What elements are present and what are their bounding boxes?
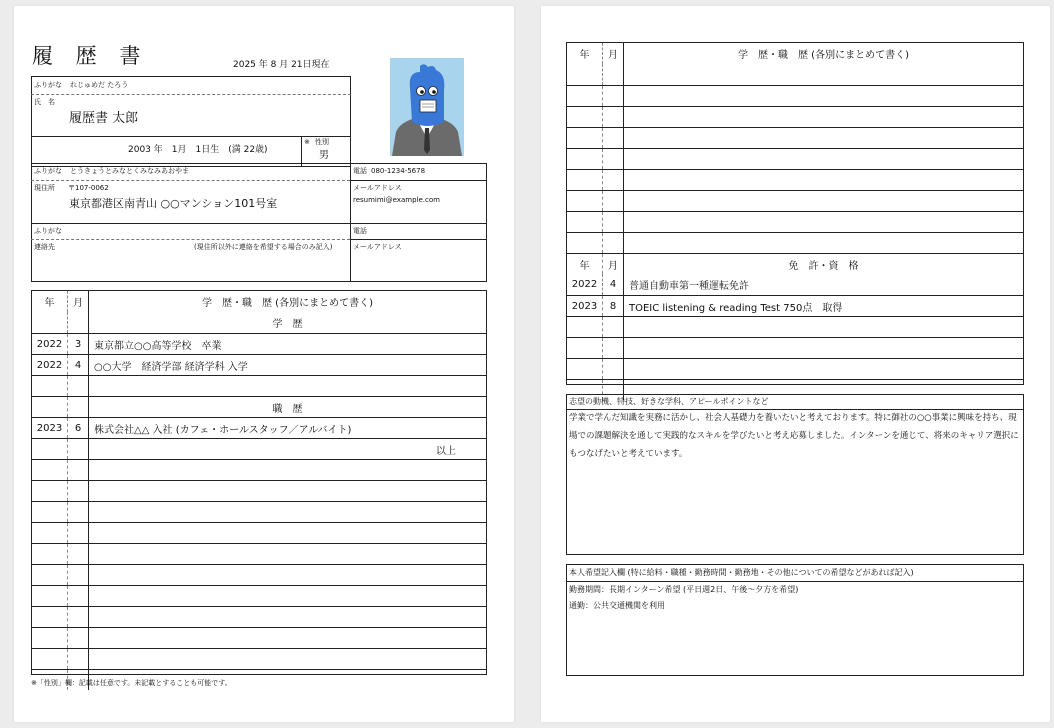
row-month [68,607,89,627]
history-row [32,627,486,648]
contact-email-label: メールアドレス [353,243,402,251]
photo-frame [390,58,464,156]
history-license-table [566,42,1024,385]
resume-page-left [14,6,514,722]
photo-character-icon [390,58,464,156]
row-month [603,107,624,127]
history-row [32,438,486,459]
row-year [32,376,68,396]
postal-code: 〒107-0062 [68,184,109,192]
history-row [32,459,486,480]
history-row [567,190,1023,211]
row-text: 職 歴 [272,403,303,415]
history-row [32,543,486,564]
history-row [567,169,1023,190]
row-year: 2022 [32,334,68,354]
row-year [32,397,68,417]
row-year [32,460,68,480]
history-row [32,585,486,606]
row-month [68,376,89,396]
history-row [567,211,1023,232]
gender-mark: ※ [304,138,310,146]
row-year [32,481,68,501]
row-text: ○○大学 経済学部 経済学科 入学 [94,361,248,373]
row-month [603,86,624,106]
history-row [32,522,486,543]
row-text: 普通自動車第一種運転免許 [629,281,749,292]
row-text [624,317,1023,337]
row-month [68,397,89,417]
row-year [32,586,68,606]
row-text [624,233,1023,253]
history-row [567,148,1023,169]
full-name: 履歴書 太郎 [69,111,139,126]
header-year: 年 [32,291,68,312]
contact-label: 連絡先 [34,243,55,251]
row-month [603,170,624,190]
name-label: 氏 名 [34,98,55,106]
row-month [68,649,89,669]
row-month [68,628,89,648]
row-month [68,460,89,480]
row-year [32,628,68,648]
license-header-year: 年 [567,254,603,274]
row-month: 3 [68,334,89,354]
row-year [567,107,603,127]
row-year [567,233,603,253]
row-year [567,212,603,232]
resume-date: 2025 年 8 月 21日現在 [233,60,330,70]
row-text [89,628,486,648]
license-header [567,253,1023,274]
row-month [68,312,89,333]
row-year [32,312,68,333]
row-text [89,586,486,606]
history-row [32,648,486,669]
row-text [624,191,1023,211]
contact-note: (現住所以外に連絡を希望する場合のみ記入) [194,243,333,251]
history-row [32,333,486,354]
row-month [603,64,624,85]
row-text [89,565,486,585]
license-row [567,295,1023,316]
header-history: 学 歴・職 歴 (各別にまとめて書く) [202,298,373,309]
row-text [624,359,1023,379]
row-year [32,649,68,669]
resume-page-right [541,6,1050,722]
row-year: 2022 [567,274,603,295]
table-header [567,43,1023,64]
row-month: 4 [603,274,624,295]
row-text: 東京都立○○高等学校 卒業 [94,340,222,352]
address-furigana: とうきょうとみなとくみなみあおやま [70,167,189,175]
row-text [89,607,486,627]
row-year [32,544,68,564]
row-text [89,460,486,480]
history-row [567,64,1023,85]
preferences-line-2: 通勤：公共交通機関を利用 [569,601,665,610]
license-header-title: 免 許・資 格 [788,260,859,272]
row-month: 8 [603,296,624,316]
license-row [567,337,1023,358]
row-text [89,376,486,396]
motivation-text: 学業で学んだ知識を実務に活かし、社会人基礎力を養いたいと考えております。特に御社の○○事業に興味を持ち、現場での課題解決を通して実践的なスキルを学びたいと考え応募しました。インターンを通じて、将来のキャリア選択にもつなげたいと考えています。 [569,413,1019,459]
row-text [624,128,1023,148]
row-text: 株式会社△△ 入社 (カフェ・ホールスタッフ／アルバイト) [94,424,352,436]
row-text [624,86,1023,106]
license-row [567,274,1023,295]
row-year [567,191,603,211]
history-row [567,106,1023,127]
history-row [567,85,1023,106]
row-year: 2023 [567,296,603,316]
row-text: TOEIC listening & reading Test 750点 取得 [629,302,843,314]
row-year [32,523,68,543]
row-text: 学 歴 [272,319,303,330]
row-month [603,149,624,169]
row-year: 2022 [32,355,68,375]
header-month: 月 [603,43,624,64]
row-text [89,649,486,669]
row-text [89,502,486,522]
address-label: 現住所 [34,184,55,192]
row-year [567,128,603,148]
history-row [32,564,486,585]
row-month [68,586,89,606]
row-month [68,565,89,585]
history-row [32,354,486,375]
address: 東京都港区南青山 ○○マンション101号室 [69,197,278,210]
history-row [32,375,486,396]
row-year [567,317,603,337]
row-year [32,502,68,522]
row-text [89,523,486,543]
row-month: 4 [68,355,89,375]
row-text [624,212,1023,232]
row-month [68,481,89,501]
row-text [624,64,1023,85]
preferences-label: 本人希望記入欄 (特に給料・職種・勤務時間・勤務地・その他についての希望などがあれば記入) [569,568,914,577]
row-month [68,502,89,522]
license-header-month: 月 [603,254,624,274]
row-year [32,565,68,585]
row-text [89,481,486,501]
row-month [603,128,624,148]
row-text [624,107,1023,127]
row-text [624,338,1023,358]
row-text [89,544,486,564]
license-row [567,358,1023,379]
row-month [603,317,624,337]
history-row [567,232,1023,253]
row-text [624,170,1023,190]
row-year [567,359,603,379]
history-row [32,417,486,438]
history-row [32,312,486,333]
row-year [567,149,603,169]
row-month [603,212,624,232]
row-year: 2023 [32,418,68,438]
email-label: メールアドレス [353,184,402,192]
header-year: 年 [567,43,603,64]
row-month [603,359,624,379]
history-row [32,396,486,417]
contact-phone-label: 電話 [353,227,367,235]
contact-furigana-label: ふりがな [34,227,62,235]
gender-label: 性別 [315,138,329,146]
row-month [603,338,624,358]
furigana-label: ふりがな [34,81,62,89]
header-history: 学 歴・職 歴 (各別にまとめて書く) [738,50,909,61]
table-header [32,291,486,312]
row-year [567,170,603,190]
row-month [603,191,624,211]
license-row [567,316,1023,337]
row-year [567,86,603,106]
row-year [32,607,68,627]
history-row [32,606,486,627]
address-furigana-label: ふりがな [34,167,62,175]
footnote: ※「性別」欄：記載は任意です。未記載とすることも可能です。 [31,679,232,687]
history-row [567,127,1023,148]
history-row [32,501,486,522]
row-text [624,149,1023,169]
row-year [567,64,603,85]
row-month [68,544,89,564]
furigana-name: れじゅめだ たろう [70,81,129,89]
preferences-line-1: 勤務期間：長期インターン希望 (平日週2日、午後〜夕方を希望) [569,585,799,594]
row-month [68,439,89,459]
row-month [603,233,624,253]
history-table-left [31,290,487,675]
gender-value: 男 [319,150,329,161]
history-row [32,480,486,501]
phone-label: 電話 [353,167,367,175]
phone-value: 080-1234-5678 [371,167,426,175]
resume-title: 履 歴 書 [32,44,149,68]
email-value: resumimi@example.com [353,196,440,204]
row-month: 6 [68,418,89,438]
row-text: 以上 [436,445,456,457]
row-year [567,338,603,358]
header-month: 月 [68,291,89,312]
row-month [68,523,89,543]
birth-date: 2003 年 1月 1日生 (満 22歳) [128,145,268,155]
row-year [32,439,68,459]
motivation-label: 志望の動機、特技、好きな学科、アピールポイントなど [569,397,769,406]
